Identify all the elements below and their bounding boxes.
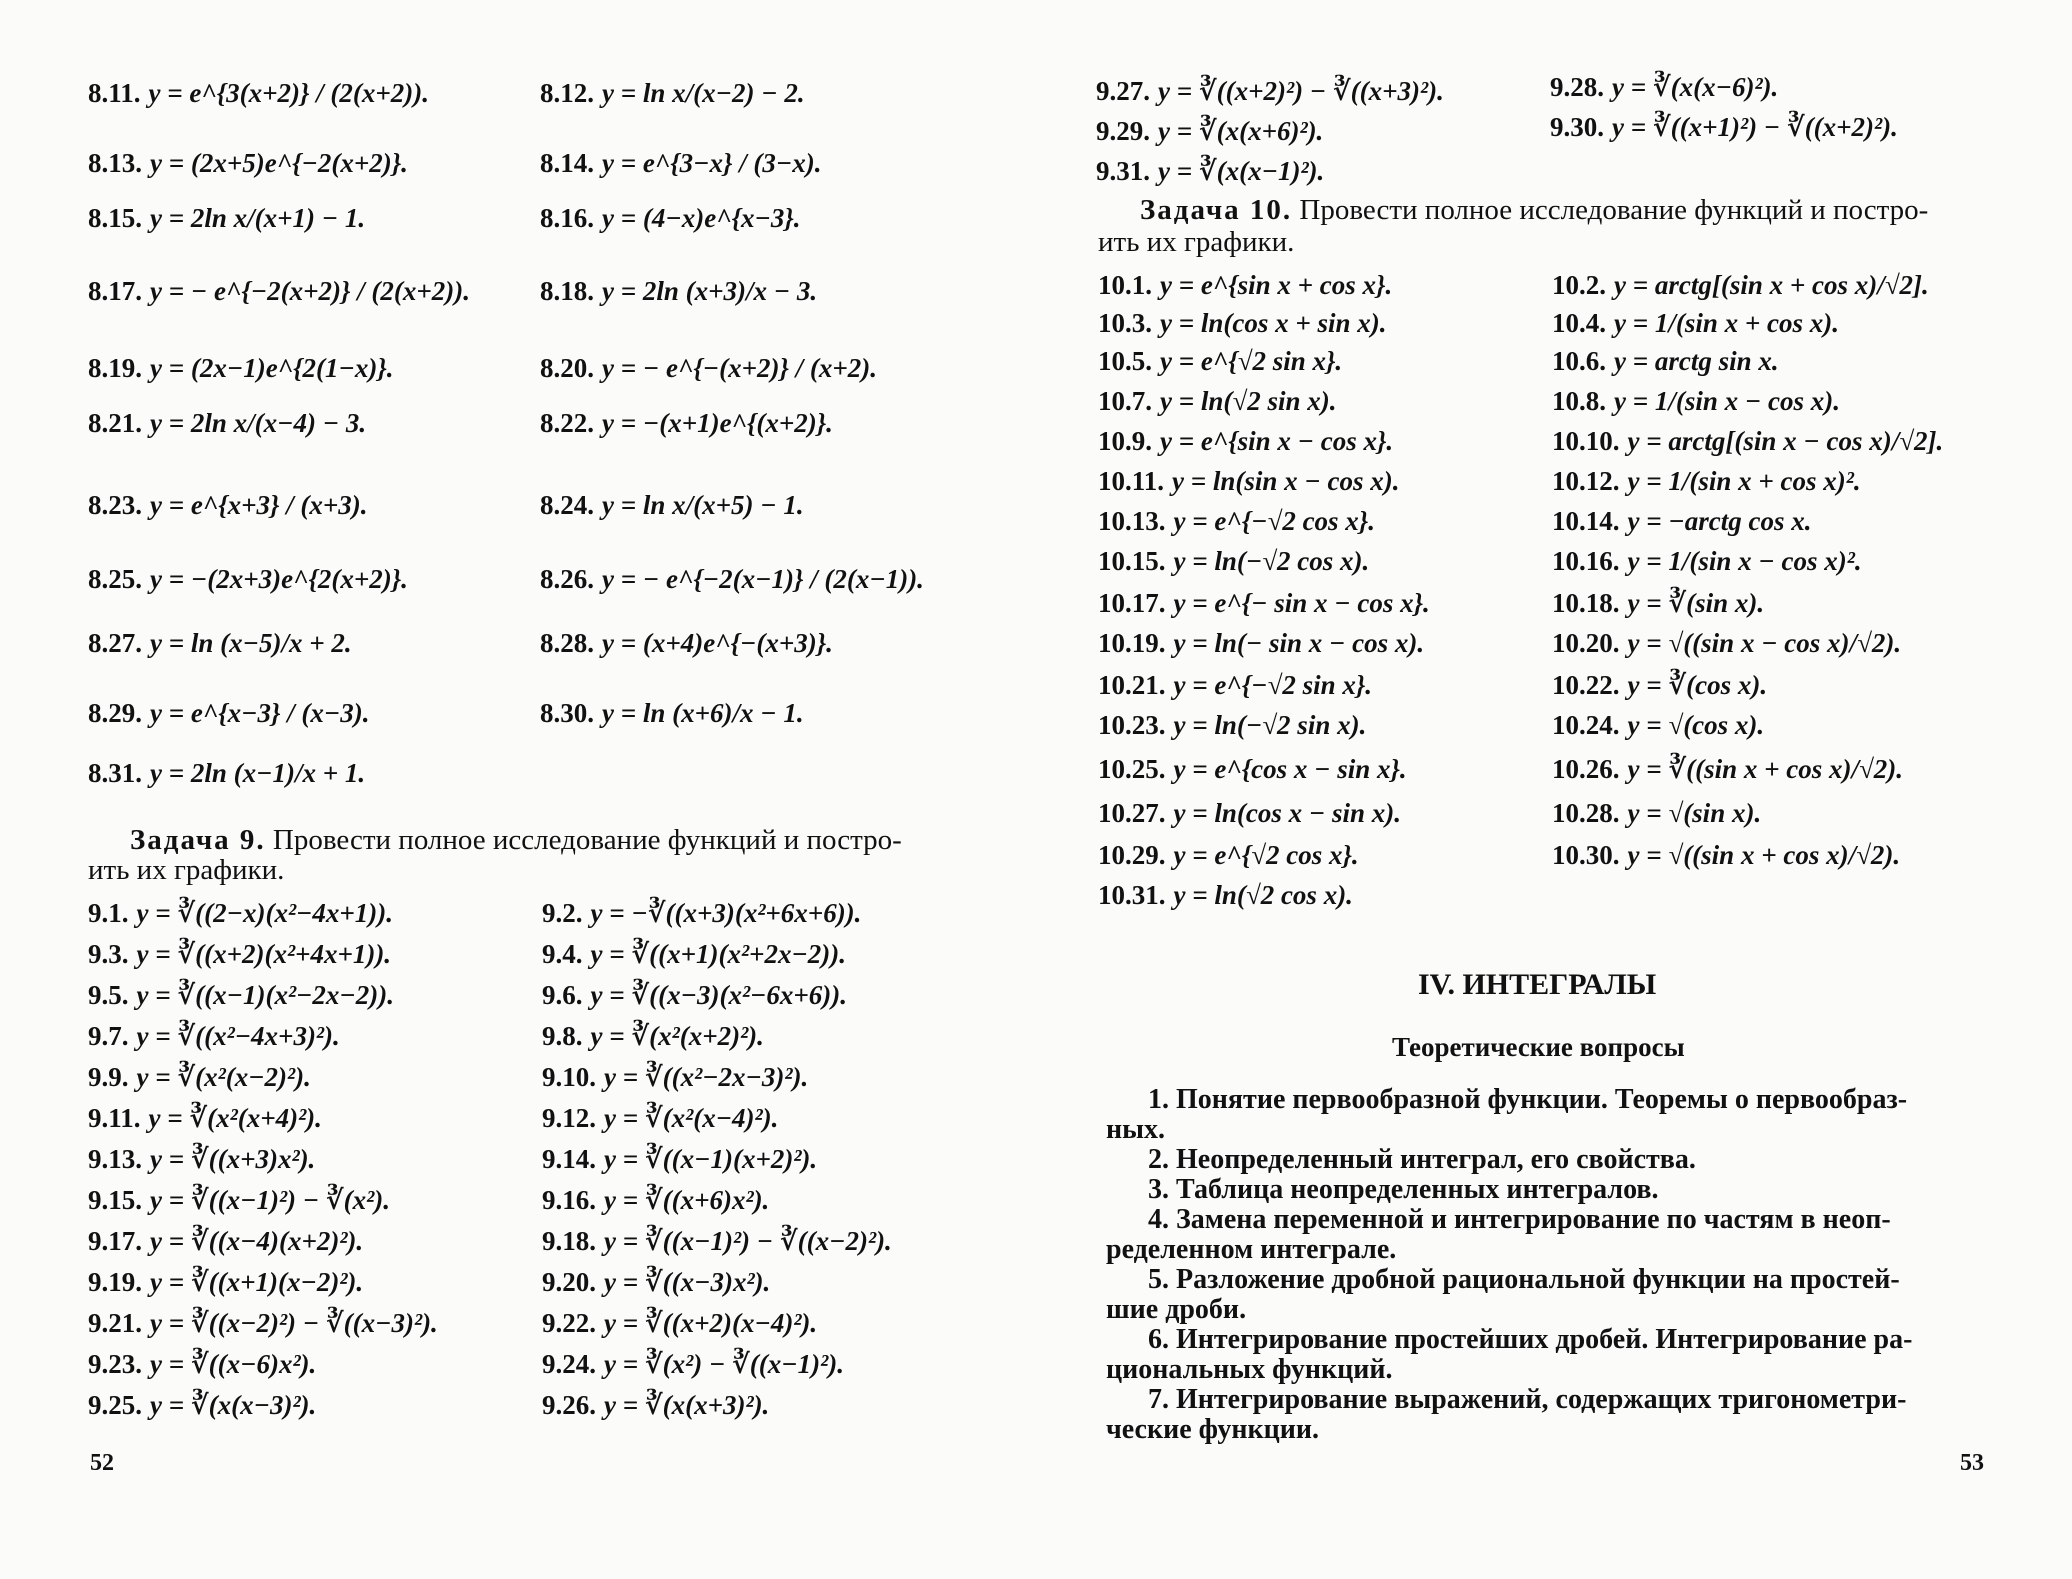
exercise-formula: y = e^{√2 sin x}. (1160, 346, 1343, 376)
exercise-formula: y = ∛(x(x−6)²). (1612, 72, 1779, 102)
exercise-number: 9.23. (88, 1349, 142, 1379)
exercise-item (88, 700, 370, 727)
exercise-formula: y = ln(− sin x − cos x). (1173, 628, 1425, 658)
exercise-item (540, 278, 817, 305)
exercise-item (88, 492, 368, 519)
exercise-formula: y = ∛((x−3)(x²−6x+6)). (590, 980, 848, 1010)
exercise-number: 10.3. (1098, 308, 1152, 338)
exercise-formula: y = − e^{−(x+2)} / (x+2). (602, 353, 877, 383)
exercise-item (1098, 800, 1401, 827)
exercise-item (1552, 310, 1839, 337)
exercise-item (1552, 800, 1761, 827)
exercise-item (1552, 842, 1900, 869)
exercise-number: 8.11. (88, 78, 141, 108)
exercise-item (540, 630, 833, 657)
exercise-item (88, 941, 391, 968)
exercise-number: 9.5. (88, 980, 129, 1010)
task-9-heading (130, 824, 902, 857)
exercise-formula: y = 1/(sin x + cos x). (1614, 308, 1840, 338)
task-9-text-continued: ить их графики. (88, 854, 285, 886)
exercise-item (542, 1064, 808, 1091)
page-number: 52 (90, 1450, 114, 1476)
exercise-formula: y = ln x/(x−2) − 2. (602, 78, 805, 108)
exercise-number: 8.16. (540, 203, 594, 233)
exercise-number: 8.25. (88, 564, 142, 594)
section-title: IV. ИНТЕГРАЛЫ (1418, 968, 1657, 1001)
exercise-item (88, 1187, 390, 1214)
exercise-number: 10.31. (1098, 880, 1166, 910)
subsection-title: Теоретические вопросы (1392, 1032, 1685, 1062)
exercise-formula: y = ∛(x²(x+4)²). (148, 1103, 322, 1133)
exercise-formula: y = ∛((x+3)x²). (150, 1144, 316, 1174)
exercise-number: 9.25. (88, 1390, 142, 1420)
exercise-formula: y = ∛(x(x+3)²). (604, 1390, 770, 1420)
exercise-formula: y = ∛((2−x)(x²−4x+1)). (136, 898, 394, 928)
exercise-item (1098, 310, 1387, 337)
exercise-formula: y = ln(−√2 cos x). (1173, 546, 1370, 576)
exercise-item (88, 278, 470, 305)
exercise-number: 10.6. (1552, 346, 1606, 376)
exercise-number: 10.29. (1098, 840, 1166, 870)
exercise-formula: y = arctg sin x. (1614, 346, 1779, 376)
exercise-number: 9.24. (542, 1349, 596, 1379)
question-item-continued: ных. (1106, 1114, 1165, 1145)
exercise-item (540, 410, 833, 437)
exercise-formula: y = e^{−√2 cos x}. (1173, 506, 1375, 536)
exercise-item (88, 630, 352, 657)
exercise-item (542, 1310, 817, 1337)
exercise-item (1550, 114, 1898, 141)
exercise-item (542, 1187, 769, 1214)
exercise-formula: y = √((sin x + cos x)/√2). (1627, 840, 1901, 870)
exercise-item (88, 1228, 363, 1255)
exercise-item (1098, 672, 1372, 699)
exercise-formula: y = 2ln (x−1)/x + 1. (150, 758, 366, 788)
exercise-formula: y = 2ln x/(x−4) − 3. (150, 408, 367, 438)
exercise-item (88, 1392, 316, 1419)
exercise-number: 8.31. (88, 758, 142, 788)
exercise-item (542, 900, 861, 927)
exercise-item (88, 1269, 363, 1296)
exercise-formula: y = − e^{−2(x+2)} / (2(x+2)). (150, 276, 470, 306)
exercise-item (88, 80, 429, 107)
exercise-formula: y = ∛((x+1)²) − ∛((x+2)²). (1612, 112, 1898, 142)
exercise-item (1098, 756, 1407, 783)
exercise-formula: y = ∛((x−1)²) − ∛((x−2)²). (604, 1226, 892, 1256)
exercise-formula: y = ∛((x+1)(x²+2x−2)). (590, 939, 847, 969)
exercise-item (1098, 882, 1353, 909)
exercise-formula: y = ln(√2 sin x). (1160, 386, 1337, 416)
exercise-number: 9.17. (88, 1226, 142, 1256)
exercise-item (540, 150, 822, 177)
exercise-number: 9.9. (88, 1062, 129, 1092)
exercise-formula: y = ∛((x+2)²) − ∛((x+3)²). (1158, 76, 1444, 106)
exercise-number: 8.20. (540, 353, 594, 383)
exercise-formula: y = (x+4)e^{−(x+3)}. (602, 628, 833, 658)
exercise-formula: y = ∛(x²) − ∛((x−1)²). (604, 1349, 844, 1379)
exercise-number: 10.1. (1098, 270, 1152, 300)
exercise-number: 10.9. (1098, 426, 1152, 456)
exercise-item (1098, 428, 1393, 455)
exercise-number: 9.15. (88, 1185, 142, 1215)
exercise-item (1552, 590, 1764, 617)
exercise-formula: y = ∛((x−3)x²). (604, 1267, 771, 1297)
exercise-formula: y = ∛((x−1)(x+2)²). (604, 1144, 818, 1174)
exercise-number: 9.22. (542, 1308, 596, 1338)
exercise-number: 10.8. (1552, 386, 1606, 416)
exercise-item (88, 1023, 340, 1050)
exercise-item (542, 1023, 764, 1050)
exercise-item (540, 566, 924, 593)
exercise-number: 10.19. (1098, 628, 1166, 658)
exercise-number: 8.23. (88, 490, 142, 520)
exercise-item (1098, 630, 1424, 657)
question-item: 6. Интегрирование простейших дробей. Интегрирование ра- (1148, 1324, 1913, 1355)
right-page (1036, 0, 2072, 1579)
exercise-formula: y = e^{cos x − sin x}. (1173, 754, 1407, 784)
exercise-formula: y = √(sin x). (1627, 798, 1762, 828)
exercise-number: 10.21. (1098, 670, 1166, 700)
exercise-formula: y = ∛((x+1)(x−2)²). (150, 1267, 364, 1297)
exercise-item (88, 205, 365, 232)
exercise-number: 9.27. (1096, 76, 1150, 106)
exercise-number: 9.2. (542, 898, 583, 928)
exercise-formula: y = ln x/(x+5) − 1. (602, 490, 804, 520)
exercise-item (1098, 842, 1359, 869)
exercise-formula: y = ∛(sin x). (1627, 588, 1765, 618)
exercise-formula: y = ∛(cos x). (1627, 670, 1768, 700)
exercise-number: 8.24. (540, 490, 594, 520)
exercise-formula: y = ∛(x(x−1)²). (1158, 156, 1325, 186)
exercise-formula: y = ∛((x−1)²) − ∛(x²). (150, 1185, 390, 1215)
exercise-item (1096, 78, 1444, 105)
exercise-item (88, 760, 365, 787)
exercise-number: 9.28. (1550, 72, 1604, 102)
exercise-number: 10.20. (1552, 628, 1620, 658)
exercise-item (1550, 74, 1778, 101)
exercise-item (540, 80, 805, 107)
exercise-number: 10.17. (1098, 588, 1166, 618)
exercise-number: 8.15. (88, 203, 142, 233)
exercise-item (542, 982, 847, 1009)
exercise-item (542, 1146, 817, 1173)
exercise-number: 9.26. (542, 1390, 596, 1420)
task-10-heading (1140, 194, 1928, 227)
exercise-number: 9.4. (542, 939, 583, 969)
exercise-item (542, 1105, 778, 1132)
exercise-number: 10.30. (1552, 840, 1620, 870)
exercise-number: 9.29. (1096, 116, 1150, 146)
exercise-item (88, 900, 393, 927)
question-item: 7. Интегрирование выражений, содержащих тригонометри- (1148, 1384, 1907, 1415)
exercise-number: 9.14. (542, 1144, 596, 1174)
exercise-formula: y = ∛(x²(x−4)²). (604, 1103, 779, 1133)
exercise-formula: y = e^{√2 cos x}. (1173, 840, 1359, 870)
exercise-item (1098, 590, 1430, 617)
exercise-item (542, 941, 846, 968)
exercise-formula: y = ∛((x−4)(x+2)²). (150, 1226, 364, 1256)
task-10-text-continued: ить их графики. (1098, 226, 1295, 258)
exercise-number: 9.30. (1550, 112, 1604, 142)
exercise-number: 8.18. (540, 276, 594, 306)
exercise-formula: y = ∛((x−2)²) − ∛((x−3)²). (150, 1308, 438, 1338)
exercise-item (542, 1269, 770, 1296)
exercise-formula: y = ∛((x²−2x−3)²). (604, 1062, 809, 1092)
exercise-item (542, 1228, 892, 1255)
exercise-number: 8.27. (88, 628, 142, 658)
exercise-number: 10.26. (1552, 754, 1620, 784)
exercise-number: 9.3. (88, 939, 129, 969)
exercise-formula: y = 1/(sin x − cos x). (1614, 386, 1840, 416)
exercise-formula: y = ∛((sin x + cos x)/√2). (1627, 754, 1904, 784)
question-item-continued: ческие функции. (1106, 1414, 1320, 1445)
exercise-number: 10.18. (1552, 588, 1620, 618)
exercise-item (88, 1310, 438, 1337)
exercise-formula: y = ln (x−5)/x + 2. (150, 628, 352, 658)
exercise-item (1552, 468, 1861, 495)
exercise-formula: y = ∛((x+2)(x²+4x+1)). (136, 939, 392, 969)
exercise-formula: y = e^{sin x + cos x}. (1160, 270, 1393, 300)
exercise-number: 9.7. (88, 1021, 129, 1051)
exercise-item (1552, 272, 1929, 299)
exercise-number: 9.6. (542, 980, 583, 1010)
exercise-number: 10.14. (1552, 506, 1620, 536)
exercise-item (1098, 548, 1369, 575)
question-item-continued: циональных функций. (1106, 1354, 1393, 1385)
exercise-item (1552, 548, 1862, 575)
exercise-item (1098, 388, 1336, 415)
exercise-number: 10.5. (1098, 346, 1152, 376)
exercise-number: 8.29. (88, 698, 142, 728)
exercise-item (88, 150, 408, 177)
question-item: 5. Разложение дробной рациональной функции на простей- (1148, 1264, 1900, 1295)
exercise-item (88, 410, 366, 437)
exercise-formula: y = e^{x−3} / (x−3). (150, 698, 370, 728)
exercise-item (1552, 428, 1943, 455)
exercise-formula: y = ∛((x²−4x+3)²). (136, 1021, 340, 1051)
exercise-number: 9.18. (542, 1226, 596, 1256)
exercise-formula: y = −arctg cos x. (1627, 506, 1812, 536)
exercise-number: 9.11. (88, 1103, 141, 1133)
exercise-number: 10.24. (1552, 710, 1620, 740)
exercise-formula: y = e^{x+3} / (x+3). (150, 490, 368, 520)
exercise-formula: y = ∛((x+2)(x−4)²). (604, 1308, 818, 1338)
exercise-number: 10.4. (1552, 308, 1606, 338)
exercise-item (88, 982, 394, 1009)
exercise-formula: y = −(x+1)e^{(x+2)}. (602, 408, 833, 438)
exercise-formula: y = e^{−√2 sin x}. (1173, 670, 1372, 700)
exercise-formula: y = ∛((x+6)x²). (604, 1185, 770, 1215)
exercise-number: 8.17. (88, 276, 142, 306)
exercise-formula: y = ∛(x(x−3)²). (150, 1390, 317, 1420)
exercise-item (1096, 118, 1323, 145)
exercise-formula: y = (2x−1)e^{2(1−x)}. (150, 353, 394, 383)
exercise-formula: y = − e^{−2(x−1)} / (2(x−1)). (602, 564, 924, 594)
exercise-number: 10.25. (1098, 754, 1166, 784)
exercise-number: 10.10. (1552, 426, 1620, 456)
exercise-item (1098, 348, 1342, 375)
exercise-item (88, 1064, 311, 1091)
exercise-formula: y = e^{3−x} / (3−x). (602, 148, 822, 178)
question-item: 3. Таблица неопределенных интегралов. (1148, 1174, 1659, 1205)
exercise-number: 8.14. (540, 148, 594, 178)
exercise-formula: y = −∛((x+3)(x²+6x+6)). (590, 898, 862, 928)
exercise-formula: y = −(2x+3)e^{2(x+2)}. (150, 564, 408, 594)
exercise-formula: y = ∛(x²(x+2)²). (590, 1021, 764, 1051)
exercise-item (88, 1351, 316, 1378)
exercise-item (1552, 508, 1811, 535)
exercise-number: 10.28. (1552, 798, 1620, 828)
exercise-item (88, 355, 393, 382)
exercise-item (1552, 348, 1779, 375)
exercise-formula: y = ln (x+6)/x − 1. (602, 698, 804, 728)
exercise-item (1098, 468, 1400, 495)
exercise-item (540, 205, 801, 232)
exercise-formula: y = 2ln (x+3)/x − 3. (602, 276, 818, 306)
exercise-formula: y = 2ln x/(x+1) − 1. (150, 203, 366, 233)
exercise-formula: y = ∛(x²(x−2)²). (136, 1062, 311, 1092)
exercise-number: 8.19. (88, 353, 142, 383)
question-item: 1. Понятие первообразной функции. Теоремы о первообраз- (1148, 1084, 1908, 1115)
exercise-number: 9.1. (88, 898, 129, 928)
question-item-continued: шие дроби. (1106, 1294, 1247, 1325)
exercise-item (88, 1105, 322, 1132)
exercise-formula: y = e^{− sin x − cos x}. (1173, 588, 1430, 618)
exercise-number: 10.15. (1098, 546, 1166, 576)
exercise-number: 8.22. (540, 408, 594, 438)
exercise-number: 10.11. (1098, 466, 1165, 496)
exercise-number: 10.7. (1098, 386, 1152, 416)
exercise-number: 8.12. (540, 78, 594, 108)
exercise-item (1552, 712, 1764, 739)
exercise-number: 10.22. (1552, 670, 1620, 700)
exercise-item (1096, 158, 1324, 185)
exercise-number: 9.12. (542, 1103, 596, 1133)
exercise-number: 10.13. (1098, 506, 1166, 536)
exercise-formula: y = ln(sin x − cos x). (1172, 466, 1400, 496)
exercise-number: 9.13. (88, 1144, 142, 1174)
exercise-number: 8.30. (540, 698, 594, 728)
exercise-number: 10.16. (1552, 546, 1620, 576)
exercise-number: 10.12. (1552, 466, 1620, 496)
exercise-number: 10.27. (1098, 798, 1166, 828)
task-10-label: Задача 10. (1140, 194, 1293, 226)
exercise-number: 9.16. (542, 1185, 596, 1215)
exercise-formula: y = ln(cos x − sin x). (1173, 798, 1401, 828)
exercise-item (1552, 630, 1901, 657)
exercise-item (540, 700, 804, 727)
exercise-formula: y = ∛((x−1)(x²−2x−2)). (136, 980, 394, 1010)
exercise-item (1098, 508, 1375, 535)
task-9-text: Провести полное исследование функций и постро- (272, 824, 902, 856)
exercise-formula: y = ln(−√2 sin x). (1173, 710, 1367, 740)
exercise-item (540, 355, 877, 382)
exercise-formula: y = ∛(x(x+6)²). (1158, 116, 1324, 146)
exercise-number: 9.8. (542, 1021, 583, 1051)
exercise-formula: y = 1/(sin x − cos x)². (1627, 546, 1862, 576)
exercise-formula: y = e^{sin x − cos x}. (1160, 426, 1394, 456)
exercise-item (88, 566, 408, 593)
question-item: 4. Замена переменной и интегрирование по частям в неоп- (1148, 1204, 1891, 1235)
exercise-number: 10.23. (1098, 710, 1166, 740)
exercise-item (1552, 756, 1903, 783)
exercise-formula: y = 1/(sin x + cos x)². (1627, 466, 1861, 496)
exercise-item (1098, 712, 1366, 739)
exercise-item (540, 492, 804, 519)
exercise-item (542, 1351, 844, 1378)
exercise-formula: y = e^{3(x+2)} / (2(x+2)). (148, 78, 430, 108)
exercise-formula: y = ln(√2 cos x). (1173, 880, 1353, 910)
exercise-number: 8.28. (540, 628, 594, 658)
exercise-formula: y = arctg[(sin x + cos x)/√2]. (1614, 270, 1929, 300)
exercise-formula: y = ln(cos x + sin x). (1160, 308, 1387, 338)
page-number: 53 (1960, 1450, 1984, 1476)
question-item-continued: ределенном интеграле. (1106, 1234, 1397, 1265)
question-item: 2. Неопределенный интеграл, его свойства. (1148, 1144, 1696, 1175)
exercise-number: 9.19. (88, 1267, 142, 1297)
exercise-formula: y = (4−x)e^{x−3}. (602, 203, 801, 233)
exercise-number: 10.2. (1552, 270, 1606, 300)
task-9-label: Задача 9. (130, 824, 266, 856)
exercise-formula: y = arctg[(sin x − cos x)/√2]. (1627, 426, 1944, 456)
exercise-item (542, 1392, 769, 1419)
exercise-formula: y = √((sin x − cos x)/√2). (1627, 628, 1902, 658)
exercise-number: 8.26. (540, 564, 594, 594)
exercise-item (1552, 388, 1840, 415)
exercise-item (1552, 672, 1767, 699)
exercise-item (1098, 272, 1392, 299)
exercise-formula: y = ∛((x−6)x²). (150, 1349, 317, 1379)
exercise-number: 9.10. (542, 1062, 596, 1092)
exercise-number: 9.21. (88, 1308, 142, 1338)
exercise-number: 9.31. (1096, 156, 1150, 186)
task-10-text: Провести полное исследование функций и постро- (1299, 194, 1929, 226)
exercise-item (88, 1146, 315, 1173)
exercise-formula: y = (2x+5)e^{−2(x+2)}. (150, 148, 408, 178)
exercise-number: 8.21. (88, 408, 142, 438)
exercise-number: 9.20. (542, 1267, 596, 1297)
exercise-number: 8.13. (88, 148, 142, 178)
exercise-formula: y = √(cos x). (1627, 710, 1765, 740)
